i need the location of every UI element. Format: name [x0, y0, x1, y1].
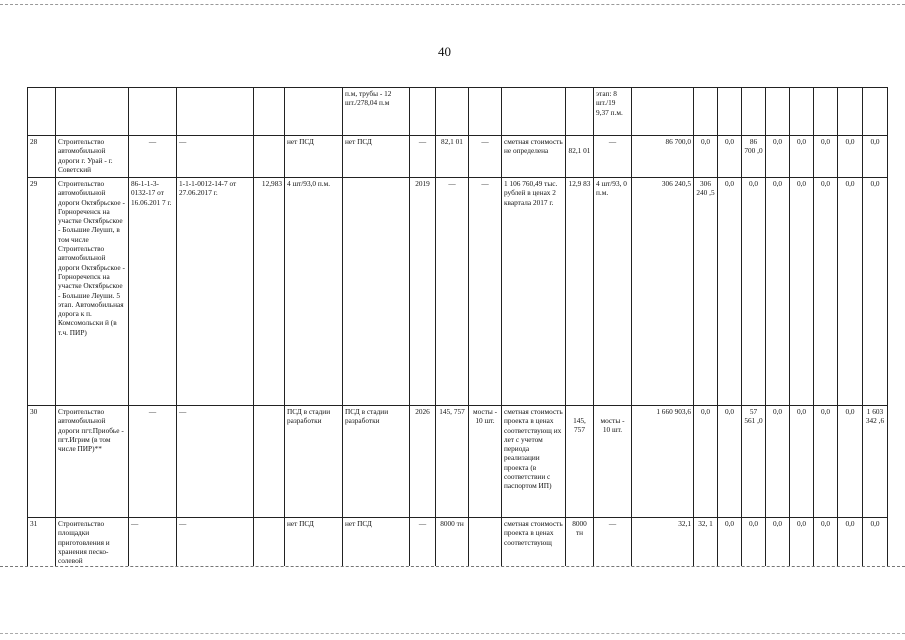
cell-c7: ПСД в стадии разработки	[343, 406, 410, 518]
cell-c19: 0,0	[790, 518, 814, 578]
cell-c8: 2026	[410, 406, 436, 518]
cell-c12: 145, 757	[566, 406, 594, 518]
page-cutoff-area	[0, 566, 905, 640]
cell-c14: 1 660 903,6	[632, 406, 694, 518]
cell-c18: 0,0	[766, 518, 790, 578]
cell-c18: 0,0	[766, 406, 790, 518]
page-number: 40	[438, 44, 451, 59]
cell-c7: нет ПСД	[343, 136, 410, 178]
cell-no: 28	[28, 136, 56, 178]
cell-c11: сметная стоимость проекта в ценах соответствующ их лет с учетом периода реализации проекта (в соответствии с паспортом ИП)	[502, 406, 566, 518]
cell-c13: —	[594, 136, 632, 178]
cell-c3: 86-1-1-3-0132-17 от 16.06.201 7 г.	[129, 178, 177, 406]
cell-c18: 0,0	[766, 178, 790, 406]
cell-c16: 0,0	[718, 178, 742, 406]
scan-edge-bottom	[0, 633, 905, 635]
cell-c21: 0,0	[838, 406, 863, 518]
cell-c16: 0,0	[718, 406, 742, 518]
cell-c22: 0,0	[863, 518, 888, 578]
cell-name: Строительство автомобильной дороги пгт.Приобье - пгт.Игрим (в том числе ПИР)**	[56, 406, 129, 518]
cell-c12: 82,1 01	[566, 136, 594, 178]
table-row	[28, 406, 888, 518]
cell-c11: сметная стоимость не определена	[502, 136, 566, 178]
cell-c11: сметная стоимость проекта в ценах соответствующ	[502, 518, 566, 578]
data-table	[27, 87, 888, 578]
cell-c10: —	[469, 136, 502, 178]
cell-c19: 0,0	[790, 136, 814, 178]
scan-cut-line	[0, 566, 905, 568]
cell-c22: 1 603 342 ,6	[863, 406, 888, 518]
cell-c17: 0,0	[742, 518, 766, 578]
cell-c12: 12,9 83	[566, 178, 594, 406]
cell-c17: 57 561 ,0	[742, 406, 766, 518]
table-row	[28, 178, 888, 406]
cell-c10: мосты - 10 шт.	[469, 406, 502, 518]
cell-c7	[343, 178, 410, 406]
cell-c13: 4 шт/93, 0 п.м.	[594, 178, 632, 406]
cell-c4: —	[177, 406, 254, 518]
cell-stage: этап: 8 шт./19 9,37 п.м.	[594, 88, 632, 136]
cell-c13: мосты - 10 шт.	[594, 406, 632, 518]
table-row-header-continuation	[28, 88, 888, 136]
cell-c11: 1 106 760,49 тыс. рублей в ценах 2 квартала 2017 г.	[502, 178, 566, 406]
cell-c19: 0,0	[790, 406, 814, 518]
cell-c21: 0,0	[838, 178, 863, 406]
cell-c4: —	[177, 136, 254, 178]
cell-name: Строительство автомобильной дороги г. Урай - г. Советский	[56, 136, 129, 178]
cell-c3: —	[129, 136, 177, 178]
cell-c4: —	[177, 518, 254, 578]
cell-c8: —	[410, 136, 436, 178]
cell-c6: нет ПСД	[285, 518, 343, 578]
cell-c20: 0,0	[814, 136, 838, 178]
cell-c6: нет ПСД	[285, 136, 343, 178]
cell-c9: 8000 тн	[436, 518, 469, 578]
cell-c10: —	[469, 178, 502, 406]
cell-c6: ПСД в стадии разработки	[285, 406, 343, 518]
cell-c15: 32, 1	[694, 518, 718, 578]
cell-name: Строительство площадки приготовления и хранения песко-солевой	[56, 518, 129, 578]
cell-no: 31	[28, 518, 56, 578]
cell-c14: 86 700,0	[632, 136, 694, 178]
cell-c8: —	[410, 518, 436, 578]
cell-c7: нет ПСД	[343, 518, 410, 578]
cell-c13: —	[594, 518, 632, 578]
cell-c5	[254, 406, 285, 518]
cell-c21: 0,0	[838, 518, 863, 578]
table-row	[28, 136, 888, 178]
cell-no: 29	[28, 178, 56, 406]
cell-c5	[254, 136, 285, 178]
cell-c20: 0,0	[814, 178, 838, 406]
cell-c17: 0,0	[742, 178, 766, 406]
cell-c16: 0,0	[718, 136, 742, 178]
cell-c19: 0,0	[790, 178, 814, 406]
cell-c16: 0,0	[718, 518, 742, 578]
cell-c15: 0,0	[694, 406, 718, 518]
cell-c3: —	[129, 518, 177, 578]
cell-c3: —	[129, 406, 177, 518]
cell-c22: 0,0	[863, 178, 888, 406]
cell-c15: 306 240 ,5	[694, 178, 718, 406]
cell-c14: 306 240,5	[632, 178, 694, 406]
cell-c21: 0,0	[838, 136, 863, 178]
cell-c12: 8000 тн	[566, 518, 594, 578]
cell-c8: 2019	[410, 178, 436, 406]
cell-c14: 32,1	[632, 518, 694, 578]
cell-c20: 0,0	[814, 518, 838, 578]
cell-pipes: п.м, трубы - 12 шт./278,04 п.м	[343, 88, 410, 136]
cell-c15: 0,0	[694, 136, 718, 178]
cell-c9: —	[436, 178, 469, 406]
cell-no: 30	[28, 406, 56, 518]
cell-c5: 12,983	[254, 178, 285, 406]
cell-c9: 145, 757	[436, 406, 469, 518]
cell-c4: 1-1-1-0012-14-7 от 27.06.2017 г.	[177, 178, 254, 406]
cell-c17: 86 700 ,0	[742, 136, 766, 178]
cell-c9: 82,1 01	[436, 136, 469, 178]
scan-edge-top	[0, 4, 905, 6]
cell-c18: 0,0	[766, 136, 790, 178]
cell-c22: 0,0	[863, 136, 888, 178]
cell-c20: 0,0	[814, 406, 838, 518]
cell-name: Строительство автомобильной дороги Октябрьское - Горнореченск на участке Октябрьское - Большие Леушп, в том числе Строительство автомобильной дороги Октябрьское - Горноречепск на участке Октябрьское - Большие Леуши. 5 этап. Автомобильная дорога к п. Комсомольски й (в т.ч. ПИР)	[56, 178, 129, 406]
cell-c6: 4 шт/93,0 п.м.	[285, 178, 343, 406]
